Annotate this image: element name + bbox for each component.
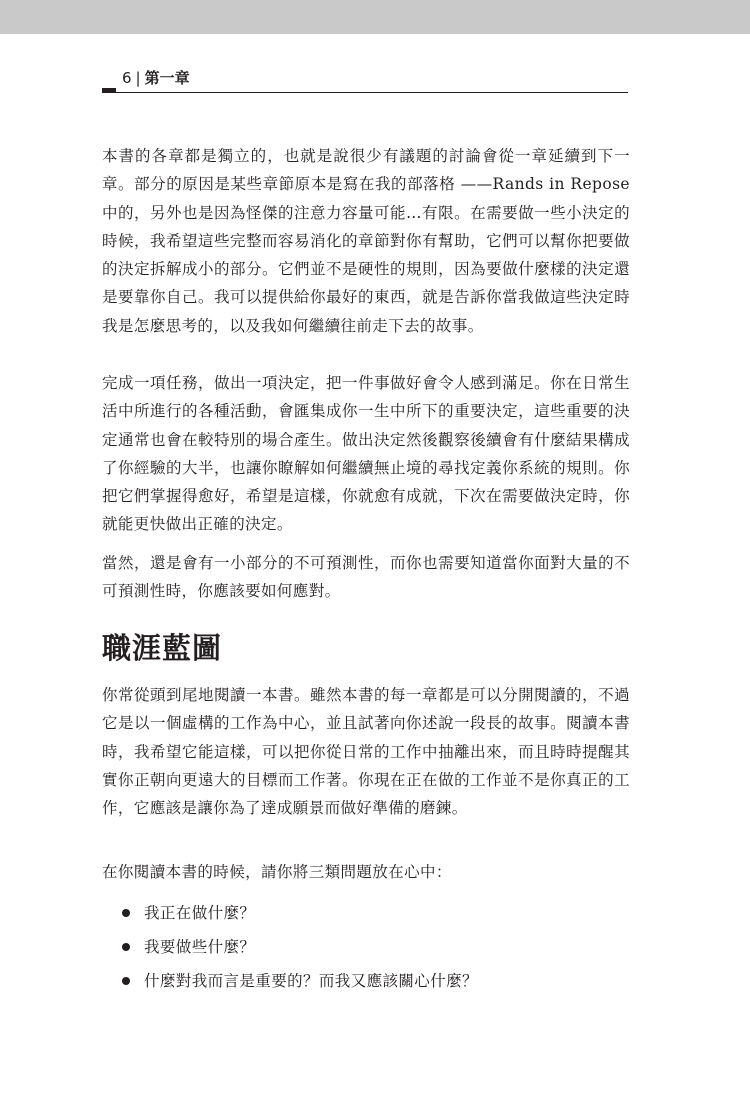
list-item-text: 我要做些什麼？ (144, 938, 256, 956)
body-paragraph-2 (102, 369, 630, 539)
page-number: 6 (122, 69, 132, 87)
list-item (120, 964, 478, 998)
section-paragraph-1 (102, 681, 630, 822)
section-title: 職涯藍圖 (102, 631, 223, 665)
running-head-mark (102, 88, 116, 92)
list-item (120, 896, 478, 930)
paragraph-text: 本書的各章都是獨立的，也就是說很少有議題的討論會從一章延續到下一章。部分的原因是某些章節原本是寫在我的部落格 ——Rands in Repose 中的，另外也是因為怪傑的注意力容量可能…有限。在需要做一些小決定的時候，我希望這些完整而容易消化的章節對你有幫助，它們可以幫你把要做的決定拆解成小的部分。它們並不是硬性的規則，因為要做什麼樣的決定還是要靠你自己。我可以提供給你最好的東西，就是告訴你當我做這些決定時我是怎麼思考的，以及我如何繼續往前走下去的故事。 (102, 147, 630, 335)
running-head-text (122, 68, 190, 88)
section-paragraph-2 (102, 858, 630, 886)
header-separator: | (135, 69, 141, 87)
body-paragraph-1 (102, 142, 630, 340)
running-head (102, 68, 628, 93)
paragraph-text: 你常從頭到尾地閱讀一本書。雖然本書的每一章都是可以分開閱讀的，不過它是以一個虛構的工作為中心，並且試著向你述說一段長的故事。閱讀本書時，我希望它能這樣，可以把你從日常的工作中抽離出來，而且時時提醒其實你正朝向更遠大的目標而工作著。你現在正在做的工作並不是你真正的工作，它應該是讓你為了達成願景而做好準備的磨鍊。 (102, 686, 630, 818)
bullet-icon (122, 943, 130, 951)
paragraph-text: 在你閱讀本書的時候，請你將三類問題放在心中： (102, 863, 452, 881)
body-paragraph-3 (102, 549, 630, 606)
bullet-icon (122, 909, 130, 917)
paragraph-text: 完成一項任務，做出一項決定，把一件事做好會令人感到滿足。你在日常生活中所進行的各種活動，會匯集成你一生中所下的重要決定，這些重要的決定通常也會在較特別的場合產生。做出決定然後觀察後續會有什麼結果構成了你經驗的大半，也讓你瞭解如何繼續無止境的尋找定義你系統的規則。你把它們掌握得愈好，希望是這樣，你就愈有成就，下次在需要做決定時，你就能更快做出正確的決定。 (102, 374, 630, 534)
top-band (0, 0, 750, 34)
list-item-text: 我正在做什麼？ (144, 904, 256, 922)
list-item-text: 什麼對我而言是重要的？而我又應該關心什麼？ (144, 972, 478, 990)
list-item (120, 930, 478, 964)
paragraph-text: 當然，還是會有一小部分的不可預測性，而你也需要知道當你面對大量的不可預測性時，你應該要如何應對。 (102, 554, 630, 601)
question-list (120, 896, 478, 998)
bullet-icon (122, 977, 130, 985)
chapter-title: 第一章 (144, 69, 190, 87)
